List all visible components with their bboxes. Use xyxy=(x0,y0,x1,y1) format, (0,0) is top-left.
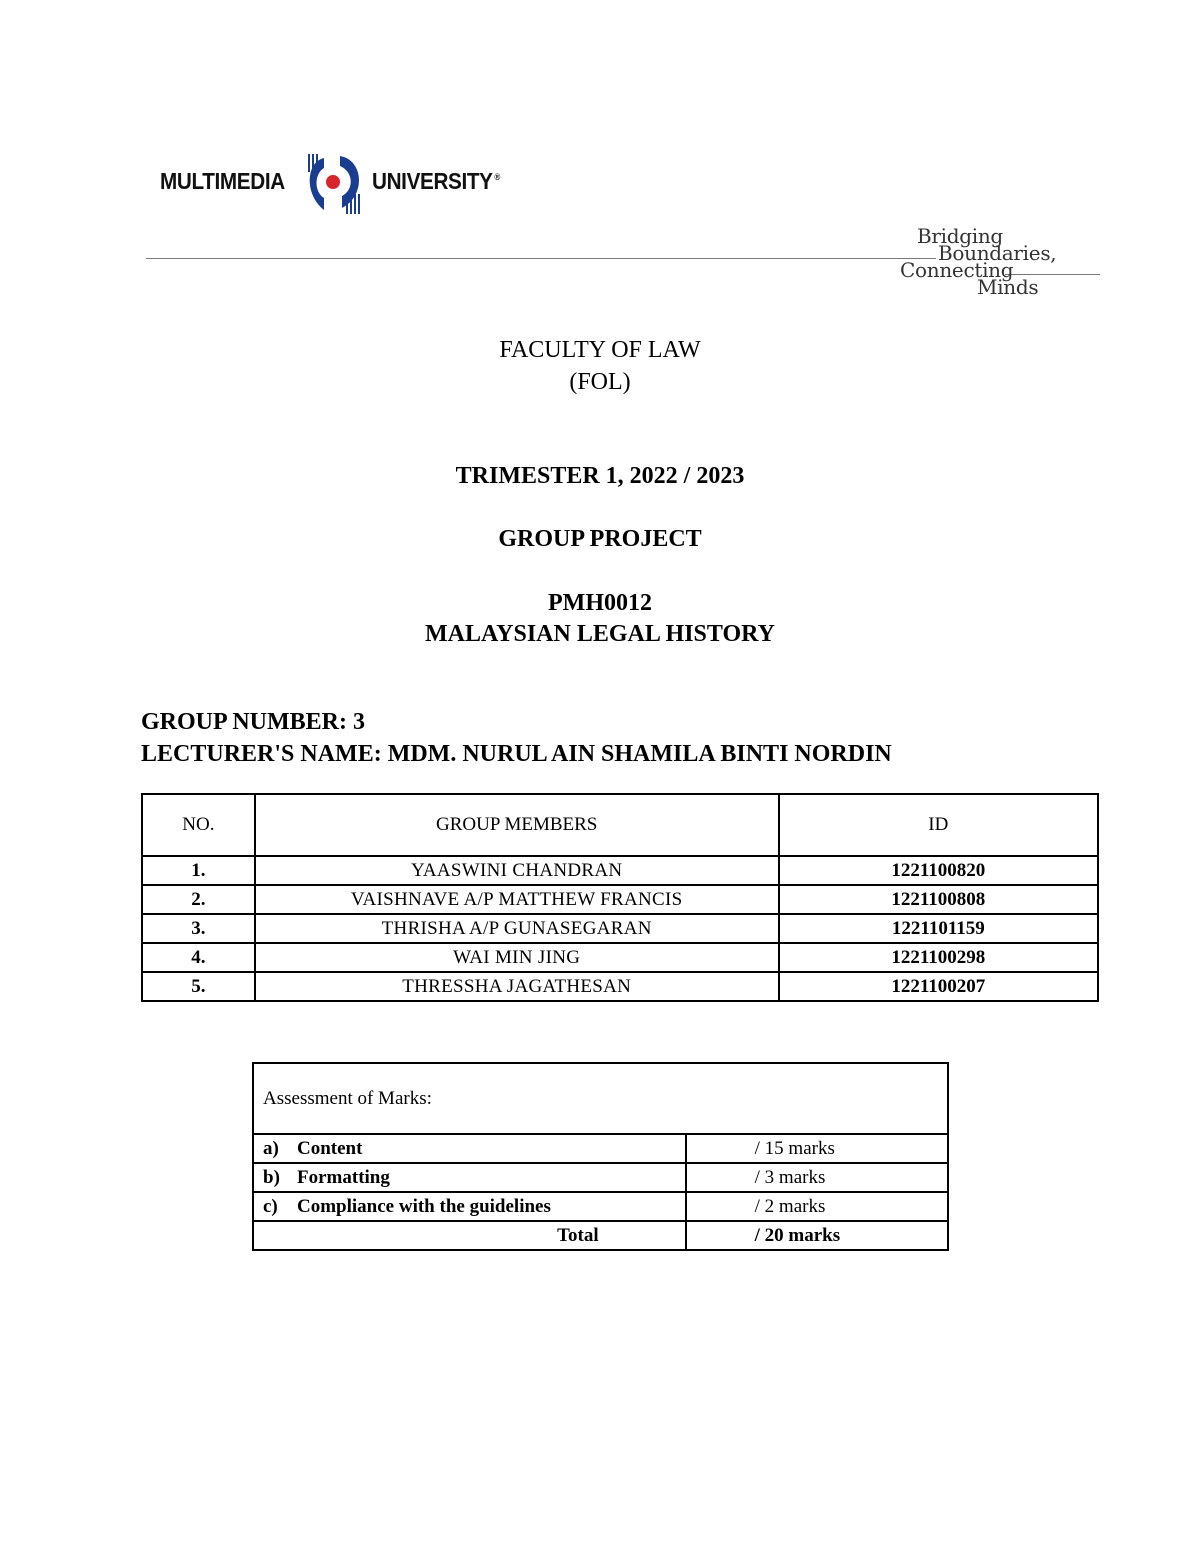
criterion-label: Content xyxy=(297,1137,363,1159)
total-label: Total xyxy=(253,1221,686,1250)
table-row xyxy=(142,972,1098,1001)
table-row xyxy=(142,914,1098,943)
member-name: VAISHNAVE A/P MATTHEW FRANCIS xyxy=(255,885,779,914)
marks-row xyxy=(253,1163,948,1192)
project-type-title: GROUP PROJECT xyxy=(498,526,702,552)
tagline-line-3: Connecting xyxy=(900,258,1014,282)
tagline-line-4: Minds xyxy=(977,275,1039,299)
tagline-line-2: Boundaries, xyxy=(938,241,1057,265)
criterion-letter: a) xyxy=(263,1137,279,1159)
member-name: WAI MIN JING xyxy=(255,943,779,972)
member-no: 4. xyxy=(142,943,255,972)
faculty-title: FACULTY OF LAW xyxy=(499,337,701,363)
header-rule xyxy=(146,258,936,259)
course-code: PMH0012 xyxy=(548,590,652,616)
trimester-title: TRIMESTER 1, 2022 / 2023 xyxy=(455,463,745,489)
criterion-label: Formatting xyxy=(297,1166,390,1188)
criterion-label: Compliance with the guidelines xyxy=(297,1195,551,1217)
member-name: THRISHA A/P GUNASEGARAN xyxy=(255,914,779,943)
member-name: YAASWINI CHANDRAN xyxy=(255,856,779,885)
column-header-members: GROUP MEMBERS xyxy=(255,794,779,856)
member-no: 3. xyxy=(142,914,255,943)
criterion-compliance xyxy=(253,1192,686,1221)
marks-row xyxy=(253,1134,948,1163)
faculty-abbreviation: (FOL) xyxy=(569,369,631,395)
table-row xyxy=(142,943,1098,972)
assessment-marks-table xyxy=(252,1062,949,1251)
table-row xyxy=(142,856,1098,885)
member-name: THRESSHA JAGATHESAN xyxy=(255,972,779,1001)
member-id: 1221100298 xyxy=(779,943,1098,972)
assessment-heading: Assessment of Marks: xyxy=(253,1063,948,1134)
marks-row xyxy=(253,1192,948,1221)
criterion-letter: c) xyxy=(263,1195,278,1217)
column-header-no: NO. xyxy=(142,794,255,856)
lecturer-name: LECTURER'S NAME: MDM. NURUL AIN SHAMILA BINTI NORDIN xyxy=(141,741,892,767)
tagline-line-1: Bridging xyxy=(917,224,1003,248)
group-number: GROUP NUMBER: 3 xyxy=(141,709,365,735)
member-no: 2. xyxy=(142,885,255,914)
marks-total-row xyxy=(253,1221,948,1250)
member-id: 1221101159 xyxy=(779,914,1098,943)
member-id: 1221100820 xyxy=(779,856,1098,885)
criterion-marks: / 3 marks xyxy=(686,1163,948,1192)
course-name: MALAYSIAN LEGAL HISTORY xyxy=(425,621,775,647)
member-id: 1221100808 xyxy=(779,885,1098,914)
table-header-row xyxy=(142,794,1098,856)
group-members-table xyxy=(141,793,1099,1002)
member-id: 1221100207 xyxy=(779,972,1098,1001)
criterion-content xyxy=(253,1134,686,1163)
member-no: 1. xyxy=(142,856,255,885)
criterion-letter: b) xyxy=(263,1166,280,1188)
criterion-marks: / 15 marks xyxy=(686,1134,948,1163)
member-no: 5. xyxy=(142,972,255,1001)
logo-emblem-icon xyxy=(302,152,370,216)
logo-left-word: MULTIMEDIA xyxy=(160,168,285,194)
table-row xyxy=(142,885,1098,914)
total-marks: / 20 marks xyxy=(686,1221,948,1250)
column-header-id: ID xyxy=(779,794,1098,856)
criterion-marks: / 2 marks xyxy=(686,1192,948,1221)
criterion-formatting xyxy=(253,1163,686,1192)
logo-right-word: UNIVERSITY ® xyxy=(372,168,501,194)
registered-mark: ® xyxy=(494,172,501,183)
